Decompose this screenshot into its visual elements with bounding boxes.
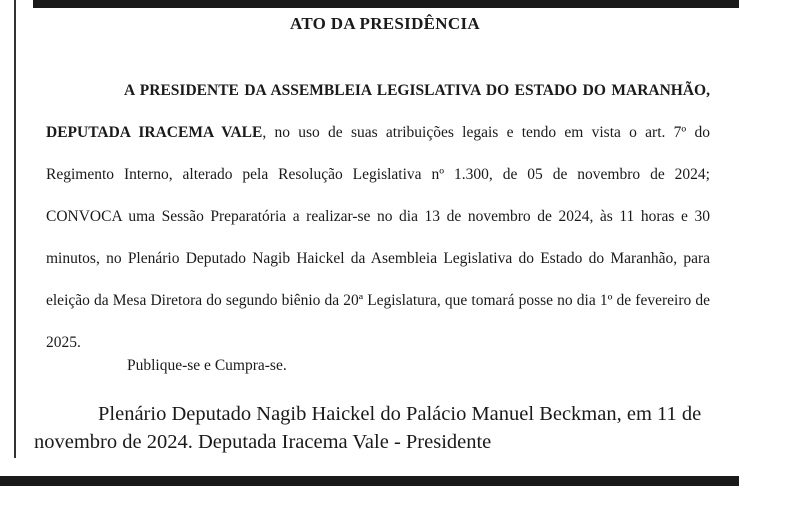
- closing-statement: [34, 400, 744, 456]
- closing-line-2: novembro de 2024. Deputada Iracema Vale - Presidente: [34, 431, 492, 453]
- closing-line-1: Plenário Deputado Nagib Haickel do Palácio Manuel Beckman, em 11 de: [98, 403, 702, 425]
- body-lead-bold: A PRESIDENTE DA ASSEMBLEIA LEGISLATIVA DO ESTADO DO MARANHÃO, DEPUTADA IRACEMA VALE: [46, 82, 710, 141]
- document-body: [46, 70, 710, 364]
- top-rule: [33, 0, 739, 8]
- document-title: ATO DA PRESIDÊNCIA: [290, 14, 480, 33]
- body-paragraph: [46, 70, 710, 364]
- left-border-line: [14, 0, 16, 458]
- publique-line: Publique-se e Cumpra-se.: [127, 357, 287, 374]
- bottom-rule: [0, 476, 739, 486]
- body-text: , no uso de suas atribuições legais e tendo em vista o art. 7º do Regimento Interno, alterado pela Resolução Legislativa nº 1.300, de 05 de novembro de 2024; CONVOCA uma Sessão Preparatória a realizar-se no dia 13 de novembro de 2024, às 11 horas e 30 minutos, no Plenário Deputado Nagib Haickel da Asembleia Legislativa do Estado do Maranhão, para eleição da Mesa Diretora do segundo biênio da 20ª Legislatura, que tomará posse no dia 1º de fevereiro de 2025.: [46, 124, 710, 351]
